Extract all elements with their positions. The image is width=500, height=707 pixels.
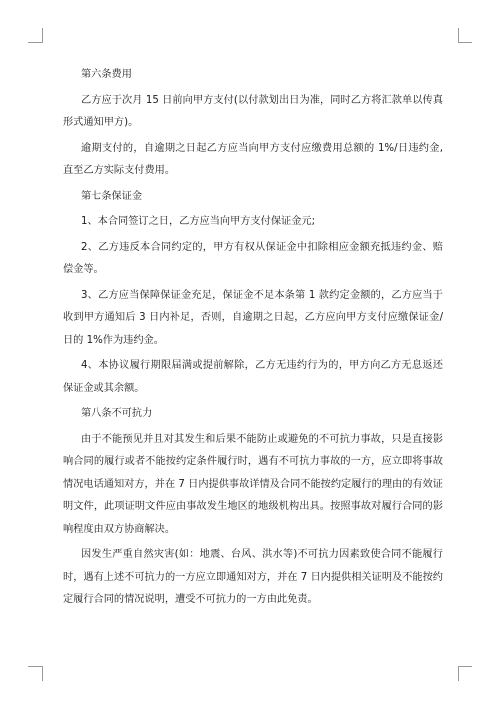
paragraph-force-majeure-2: 因发生严重自然灾害(如：地震、台风、洪水等)不可抗力因素致使合同不能履行时，遇有上述不可抗力的一方应立即通知对方，并在 7 日内提供相关证明及不能按约定履行合同的情况说明，遭受不可抗力的一方由此免责。 bbox=[63, 549, 443, 605]
section-heading-fees: 第六条费用 bbox=[81, 69, 132, 80]
crop-mark-top-right-v bbox=[458, 28, 459, 43]
paragraph-payment-deadline: 乙方应于次月 15 日前向甲方支付(以付款划出日为准，同时乙方将汇款单以传真形式通知甲方)。 bbox=[63, 94, 443, 128]
paragraph-deposit-4: 4、本协议履行期限届满或提前解除，乙方无违约行为的，甲方向乙方无息返还保证金或其余额。 bbox=[63, 360, 443, 394]
crop-mark-bottom-left-v bbox=[42, 666, 43, 681]
section-heading-deposit: 第七条保证金 bbox=[81, 190, 143, 202]
crop-mark-top-left-h bbox=[28, 42, 42, 43]
crop-mark-top-right-h bbox=[458, 42, 472, 43]
document-body bbox=[63, 64, 443, 615]
paragraph-force-majeure-1: 由于不能预见并且对其发生和后果不能防止或避免的不可抗力事故，只是直接影响合同的履行或者不能按约定条件履行时，遇有不可抗力事故的一方，应立即将事故情况电话通知对方，并在 7 日内提供事故详情及合同不能按约定履行的理由的有效证明文件，此项证明文件应由事故发生地区的地级机构出具。按照事故对履行合同的影响程度由双方协商解决。 bbox=[63, 433, 443, 535]
crop-mark-bottom-left-h bbox=[28, 666, 42, 667]
section-heading-force-majeure: 第八条不可抗力 bbox=[81, 408, 153, 419]
crop-mark-bottom-right-h bbox=[458, 666, 472, 667]
crop-mark-bottom-right-v bbox=[458, 666, 459, 681]
paragraph-deposit-1: 1、本合同签订之日，乙方应当向甲方支付保证金元; bbox=[81, 216, 316, 227]
paragraph-deposit-3: 3、乙方应当保障保证金充足，保证金不足本条第 1 款约定金额的，乙方应当于收到甲方通知后 3 日内补足，否则，自逾期之日起，乙方应向甲方支付应缴保证金/日的 1%作为违约金。 bbox=[63, 289, 443, 346]
paragraph-deposit-2: 2、乙方违反本合同约定的，甲方有权从保证金中扣除相应金额充抵违约金、赔偿金等。 bbox=[63, 241, 443, 275]
crop-mark-top-left-v bbox=[42, 28, 43, 43]
paragraph-late-payment: 逾期支付的，自逾期之日起乙方应当向甲方支付应缴费用总额的 1%/日违约金,直至乙方实际支付费用。 bbox=[63, 142, 443, 176]
